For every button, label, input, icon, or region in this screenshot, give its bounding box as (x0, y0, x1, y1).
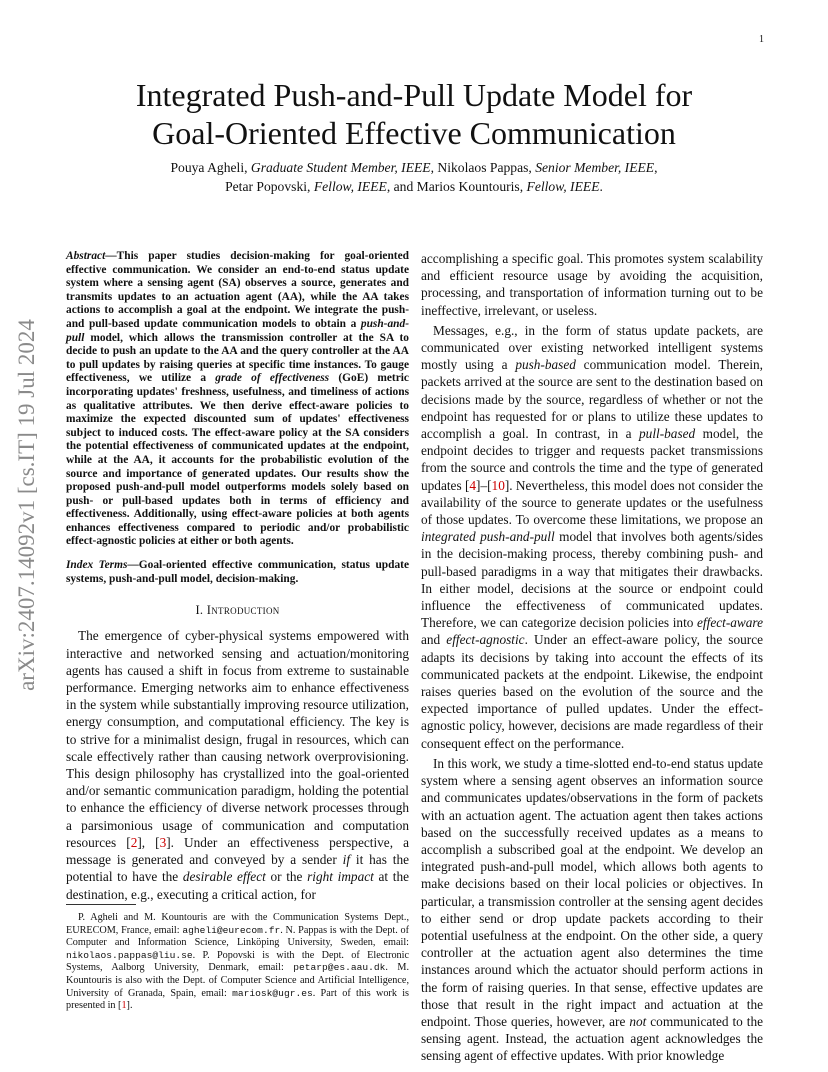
page-number: 1 (759, 34, 764, 45)
body-text: model, the endpoint decides to trigger and requests packet transmissions from the source and controls the time and the type of generated updates [ (421, 426, 764, 493)
body-text: . Under an effect-aware policy, the source adapts its decisions by taking into account the effects of its communicated packets at the endpoint. Likewise, the endpoint raises queries based on the evolution of the source and the expected importance of pulled updates. Under the effect-agnostic policy, however, decisions are made regardless of their consequent effect on the performance. (421, 632, 764, 751)
emphasis: not (629, 1013, 647, 1029)
abstract-emphasis: grade of effectiveness (215, 372, 330, 385)
arxiv-id: arXiv:2407.14092v1 [cs.IT] 19 Jul 2024 (14, 319, 39, 691)
index-terms-text: —Goal-oriented effective communication, status update systems, push-and-pull model, decision-making. (66, 559, 410, 585)
author-name: Pouya Agheli, (170, 160, 251, 175)
citation-link[interactable]: 3 (159, 834, 167, 850)
title-line-1: Integrated Push-and-Pull Update Model for (135, 77, 693, 113)
email: nikolaos.pappas@liu.se (66, 949, 193, 961)
footnote-text: ]. (126, 1000, 133, 1012)
citation-link[interactable]: 2 (130, 834, 138, 850)
body-text: The emergence of cyber-physical systems empowered with interactive and networked sensing and actuation/monitoring agents has caused a shift in focus from extreme to sustainable performance. Emerging networks aim to enhance effectiveness in the system while substantially improving resource utilization, energy consumption, and computational efficiency. The key is to strive for a minimalist design, frugal in resources, which can scale effectively rather than causing network overprovisioning. This design philosophy has crystallized into the goal-oriented and/or semantic communication paradigm, holding the potential to enhance the efficiency of diverse network processes through a parsimonious usage of communication and computation resources [ (66, 628, 409, 850)
left-column (66, 250, 409, 903)
right-column (421, 250, 763, 1065)
author-name: , and Marios Kountouris, (386, 179, 527, 194)
email: agheli@eurecom.fr (182, 924, 281, 936)
citation-link[interactable]: 1 (121, 1000, 127, 1012)
intro-paragraph (66, 627, 409, 902)
body-text: it has the potential to have the (66, 852, 409, 885)
author-sep: , (654, 160, 658, 175)
section-heading (66, 602, 409, 619)
emphasis: pull-based (639, 426, 696, 442)
abstract-emphasis: push-and-pull (66, 317, 409, 344)
abstract-text: —This paper studies decision-making for goal-oriented effective communication. We consider an end-to-end status update system where a sensing agent (SA) observes a source, generates and transmits updates to an actuation agent (AA), while the AA takes actions to accomplish a goal at the endpoint. We integrate the push- and pull-based update communication models to obtain a (66, 250, 409, 330)
section-title: Introduction (206, 603, 280, 618)
citation-link[interactable]: 4 (469, 477, 477, 493)
footnote-text: . M. Kountouris is also with the Dept. of Computer Science and Artificial Intelligence, University of Granada, Spain, email: (66, 962, 410, 999)
emphasis: effect-aware (697, 615, 763, 631)
body-text: or the (265, 869, 308, 885)
body-text: model that involves both agents/sides in the decision-making process, thereby combining push- and pull-based paradigms in a way that mitigates their drawbacks. In either model, decisions at the source or endpoint could influence the effectiveness of communicated updates. Therefore, we can categorize decision policies into (421, 529, 763, 631)
body-paragraph (421, 322, 763, 752)
abstract-lead: Abstract (66, 250, 106, 262)
body-text: ]. Under an effectiveness perspective, a message is generated and conveyed by a sender (66, 834, 409, 868)
body-text: ], [ (137, 834, 160, 850)
footnote-text: P. Agheli and M. Kountouris are with the Communication Systems Dept., EURECOM, France, email: (66, 912, 409, 936)
footnote-rule (66, 904, 136, 905)
abstract (66, 250, 409, 549)
arxiv-stamp (14, 280, 40, 730)
body-text: Messages, e.g., in the form of status update packets, are communicated over existing networked intelligent systems mostly using a (421, 322, 763, 373)
body-paragraph: accomplishing a specific goal. This promotes system scalability and efficient resource usage by avoiding the acquisition, processing, and transportation of information turning out to be ineffective, irrelevant, or useless. (421, 251, 763, 318)
body-text: communication model. Therein, packets arrived at the source are sent to the destination based on decisions made by the source, regardless of whether or not the endpoint has requested for or plans to utilize these updates to accomplish a goal. In contrast, in a (421, 357, 763, 442)
body-text: at the destination, e.g., executing a critical action, for (66, 869, 409, 902)
index-terms (66, 559, 409, 586)
author-role: Fellow, IEEE (313, 179, 387, 194)
body-text: In this work, we study a time-slotted end-to-end status update system where a sensing agent observes an information source and communicates updates/observations in the form of packets with an actuation agent. The actuation agent then takes actions based on the successfully received updates as a means to accomplish a subscribed goal at the endpoint. We develop an integrated push-and-pull model, which allows both agents to make decisions based on their local policies or objectives. In particular, a transmission controller at the sensing agent decides to either send or drop update packets according to their potential usefulness at the endpoint. On the other side, a query controller at the actuation agent also determines the time instances around which the actuator should perform actions in the form of raising queries. In that sense, effective updates are those that result in the right impact and actuation at the endpoint. Those queries, however, are (421, 755, 763, 1029)
author-name: Petar Popovski, (225, 179, 314, 194)
title-line-2: Goal-Oriented Effective Communication (152, 115, 676, 151)
emphasis: effect-agnostic (446, 632, 525, 648)
citation-link[interactable]: 10 (491, 477, 505, 493)
author-sep: . (599, 179, 603, 194)
author-role: Graduate Student Member, IEEE (250, 160, 431, 175)
emphasis: integrated push-and-pull (421, 529, 555, 545)
footnote (66, 912, 409, 1013)
body-text: ]–[ (476, 477, 492, 493)
abstract-text: model, which allows the transmission controller at the SA to decide to push an update to the AA and the query controller at the AA to pull updates by raising queries at specific time instances. To gauge effectiveness, we utilize a (66, 331, 409, 385)
index-terms-lead: Index Terms (66, 559, 128, 572)
emphasis: if (342, 852, 351, 868)
author-role: Senior Member, IEEE (535, 160, 655, 175)
body-text: communicated to the sensing agent. Instead, the actuation agent acknowledges the sensing agent of effective updates. With prior knowledge (421, 1013, 763, 1064)
body-text: and (421, 632, 447, 648)
author-list (0, 158, 828, 196)
emphasis: push-based (515, 357, 576, 373)
body-paragraph (421, 755, 763, 1065)
body-text: ]. Nevertheless, this model does not consider the availability of the source to generate updates or the usefulness of those updates. To overcome these limitations, we propose an (421, 477, 763, 528)
footnote-text: . Part of this work is presented in [ (66, 987, 409, 1012)
footnote-text: . N. Pappas is with the Dept. of Computer and Information Science, Linköping University, Sweden, email: (66, 924, 409, 949)
author-role: Fellow, IEEE (526, 179, 600, 194)
paper-title (0, 76, 828, 152)
section-numeral: I. (195, 603, 207, 618)
email: petarp@es.aau.dk (293, 962, 386, 974)
emphasis: desirable effect (182, 869, 266, 885)
authors-line-1 (0, 158, 828, 177)
abstract-text: (GoE) metric incorporating updates' freshness, usefulness, and timeliness of actions as qualitative attributes. We then derive effect-aware policies to maximize the expected discounted sum of updates' effectiveness subject to induced costs. The effect-aware policy at the SA considers the potential effectiveness of communicated updates at the endpoint, while at the AA, it accounts for the probabilistic evolution of the source and importance of generated updates. Our results show the proposed push-and-pull model outperforms models solely based on push- or pull-based updates both in terms of efficiency and effectiveness. Additionally, using effect-aware policies at both agents enhances effectiveness compared to periodic and/or probabilistic effect-agnostic policies at either or both agents. (66, 372, 409, 548)
email: mariosk@ugr.es (232, 987, 313, 999)
footnote-text: . P. Popovski is with the Dept. of Electronic Systems, Aalborg University, Denmark, email: (66, 949, 409, 974)
author-name: , Nikolaos Pappas, (430, 160, 536, 175)
emphasis: right impact (307, 869, 374, 885)
authors-line-2 (0, 177, 828, 196)
